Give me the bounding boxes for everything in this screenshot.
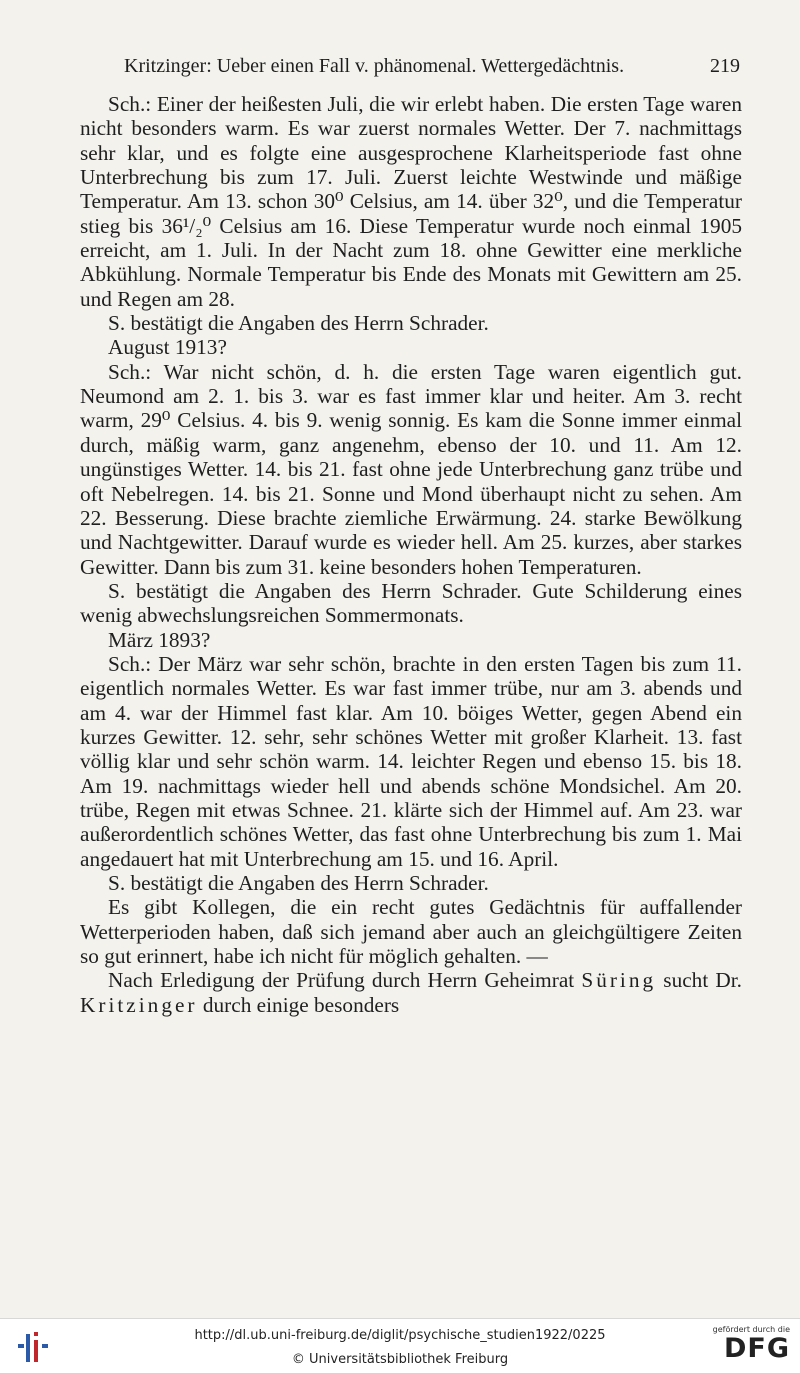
text-run: durch einige besonders — [202, 992, 400, 1017]
viewer-footer — [0, 1318, 800, 1373]
page-number: 219 — [710, 55, 740, 77]
paragraph: Sch.: Einer der heißesten Juli, die wir erlebt haben. Die ersten Tage waren nicht besonders warm. Es war zuerst normales Wetter. Der 7. nachmittags sehr klar, und es folgte eine ausgesprochene Klarheitsperiode fast ohne Unterbrechung bis zum 17. Juli. Zuerst leichte Westwinde und mäßige Temperatur. Am 13. schon 30⁰ Celsius, am 14. über 32⁰, und die Temperatur stieg bis 36¹/₂⁰ Celsius am 16. Diese Temperatur wurde noch einmal 1905 erreicht, am 1. Juli. In der Nacht zum 18. ohne Gewitter eine merkliche Abkühlung. Normale Temperatur bis Ende des Monats mit Gewittern am 25. und Regen am 28. — [80, 92, 742, 311]
paragraph: S. bestätigt die Angaben des Herrn Schrader. — [108, 311, 489, 336]
body-text — [80, 92, 742, 1017]
source-url[interactable]: http://dl.ub.uni-freiburg.de/diglit/psychische_studien1922/0225 — [194, 1328, 606, 1343]
running-header — [124, 55, 744, 78]
copyright-notice: © Universitätsbibliothek Freiburg — [291, 1352, 509, 1367]
paragraph — [80, 968, 742, 1017]
text-run: Nach Erledigung der Prüfung durch Herrn Geheimrat — [108, 968, 575, 993]
question-heading: März 1893? — [108, 627, 211, 652]
paragraph: S. bestätigt die Angaben des Herrn Schrader. Gute Schilderung eines wenig abwechslungsreichen Sommermonats. — [80, 578, 742, 628]
paragraph: S. bestätigt die Angaben des Herrn Schrader. — [108, 871, 489, 895]
paragraph: Es gibt Kollegen, die ein recht gutes Gedächtnis für auffallender Wetterperioden haben, daß sich jemand aber auch an gleichgültigere Zeiten so gut erinnert, habe ich nicht für möglich gehalten. — — [80, 895, 742, 969]
dfg-logo — [700, 1325, 790, 1369]
running-title: Kritzinger: Ueber einen Fall v. phänomenal. Wettergedächtnis. — [124, 55, 625, 77]
person-name: Kritzinger — [80, 992, 198, 1017]
dfg-wordmark: DFG — [723, 1333, 790, 1364]
text-run: sucht Dr. — [663, 968, 743, 993]
paragraph: Sch.: Der März war sehr schön, brachte in den ersten Tagen bis zum 11. eigentlich normales Wetter. Es war fast immer trübe, nur am 3. abends und am 4. war der Himmel fast klar. Am 10. böiges Wetter, gegen Abend ein kurzes Gewitter. 12. sehr, sehr schönes Wetter mit großer Klarheit. 13. fast völlig klar und sehr schön warm. 14. leichter Regen und ebenso 15. bis 18. Am 19. nachmittags wieder hell und abends schöne Mondsichel. Am 20. trübe, Regen mit etwas Schnee. 21. klärte sich der Himmel auf. Am 23. war außerordentlich schönes Wetter, das fast ohne Unterbrechung bis zum 1. Mai angedauert hat mit Unterbrechung am 15. und 16. April. — [80, 651, 742, 871]
person-name: Süring — [581, 968, 657, 993]
dfg-tagline: gefördert durch die — [712, 1325, 790, 1334]
question-heading: August 1913? — [108, 335, 227, 360]
paragraph: Sch.: War nicht schön, d. h. die ersten Tage waren eigentlich gut. Neumond am 2. 1. bis 3. war es fast immer klar und heiter. Am 3. recht warm, 29⁰ Celsius. 4. bis 9. wenig sonnig. Es kam die Sonne immer einmal durch, mäßig warm, ganz angenehm, ebenso der 10. und 11. Am 12. ungünstiges Wetter. 14. bis 21. fast ohne jede Unterbrechung ganz trübe und oft Nebelregen. 14. bis 21. Sonne und Mond überhaupt nicht zu sehen. Am 22. Besserung. Diese brachte ziemliche Erwärmung. 24. starke Bewölkung und Nachtgewitter. Darauf wurde es wieder hell. Am 25. kurzes, aber starkes Gewitter. Dann bis zum 31. keine besonders hohen Temperaturen. — [80, 359, 742, 579]
